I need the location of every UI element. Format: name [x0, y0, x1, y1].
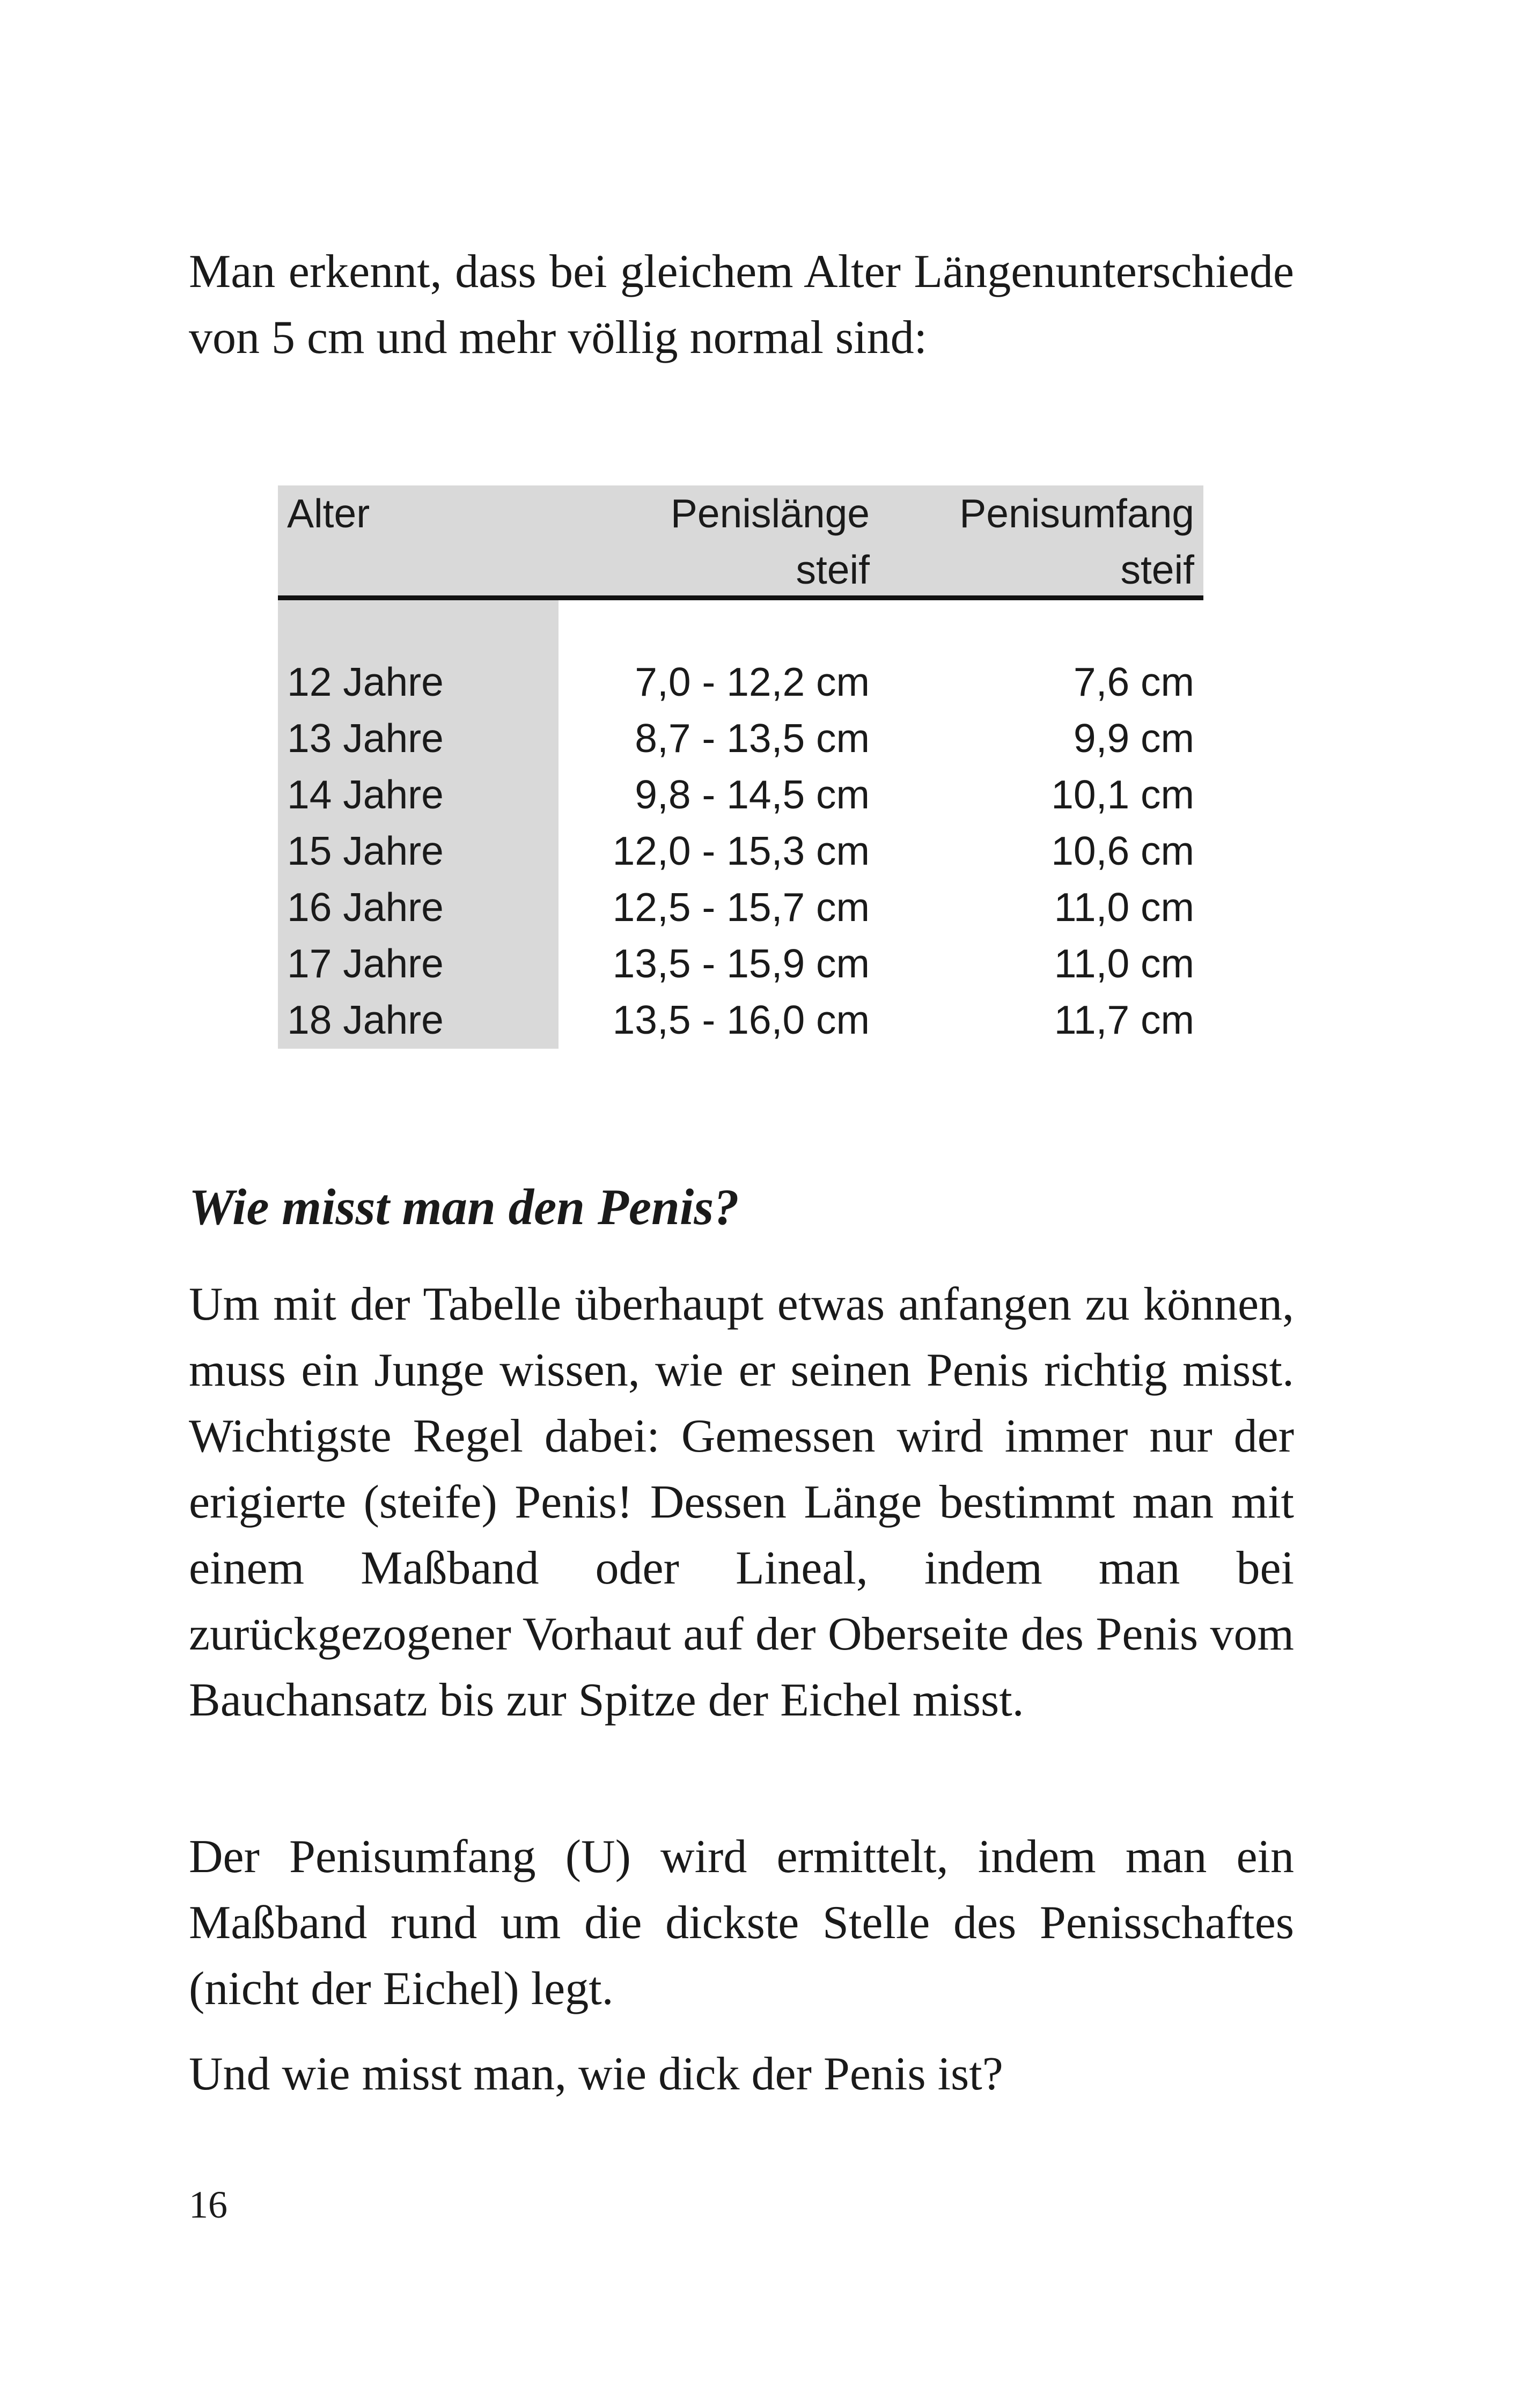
cell-length: 13,5 - 15,9 cm [612, 941, 870, 986]
table-row [278, 767, 1203, 823]
size-table [278, 485, 1203, 1049]
cell-length: 13,5 - 16,0 cm [612, 997, 870, 1042]
cell-age: 13 Jahre [287, 716, 444, 761]
cell-girth: 7,6 cm [1073, 659, 1194, 704]
intro-paragraph: Man erkennt, dass bei gleichem Alter Längenunterschiede von 5 cm und mehr völlig normal sind: [189, 246, 1294, 364]
cell-girth: 10,1 cm [1051, 772, 1194, 817]
table-row [278, 654, 1203, 710]
table-body [278, 654, 1203, 1048]
header-length: Penislänge [670, 491, 870, 536]
body-paragraph-1: Um mit der Tabelle überhaupt etwas anfangen zu können, muss ein Junge wissen, wie er seinen Penis richtig misst. Wichtigste Regel dabei: Gemessen wird immer nur der erigierte (steife) Penis! Dessen Länge bestimmt man mit einem Maßband oder Lineal, indem man bei zurückgezogener Vorhaut auf der Oberseite des Penis vom Bauchansatz bis zur Spitze der Eichel misst. [189, 1278, 1294, 1726]
cell-age: 15 Jahre [287, 828, 444, 873]
cell-age: 12 Jahre [287, 659, 444, 704]
cell-length: 12,0 - 15,3 cm [612, 828, 870, 873]
cell-girth: 11,7 cm [1054, 997, 1194, 1042]
page-number: 16 [189, 2183, 227, 2226]
header-length-sub: steif [796, 547, 870, 592]
table-row [278, 936, 1203, 992]
cell-age: 18 Jahre [287, 997, 444, 1042]
cell-length: 9,8 - 14,5 cm [635, 772, 870, 817]
cell-length: 7,0 - 12,2 cm [635, 659, 870, 704]
body-paragraph-2: Der Penisumfang (U) wird ermittelt, indem man ein Maßband rund um die dickste Stelle des Penisschaftes (nicht der Eichel) legt. [189, 1831, 1294, 2015]
cell-age: 14 Jahre [287, 772, 444, 817]
cell-age: 16 Jahre [287, 885, 444, 930]
cell-length: 8,7 - 13,5 cm [635, 716, 870, 761]
header-girth-sub: steif [1120, 547, 1194, 592]
cell-length: 12,5 - 15,7 cm [612, 885, 870, 930]
body-paragraph-3: Und wie misst man, wie dick der Penis ist? [189, 2048, 1003, 2100]
cell-girth: 9,9 cm [1073, 716, 1194, 761]
cell-age: 17 Jahre [287, 941, 444, 986]
section-heading: Wie misst man den Penis? [189, 1179, 739, 1235]
header-girth: Penisumfang [959, 491, 1194, 536]
cell-girth: 11,0 cm [1054, 941, 1194, 986]
table-header-rule [278, 595, 1203, 600]
table-row [278, 879, 1203, 936]
table-row [278, 823, 1203, 879]
header-age: Alter [287, 491, 370, 536]
table-row [278, 992, 1203, 1048]
cell-girth: 11,0 cm [1054, 885, 1194, 930]
cell-girth: 10,6 cm [1051, 828, 1194, 873]
table-row [278, 710, 1203, 767]
